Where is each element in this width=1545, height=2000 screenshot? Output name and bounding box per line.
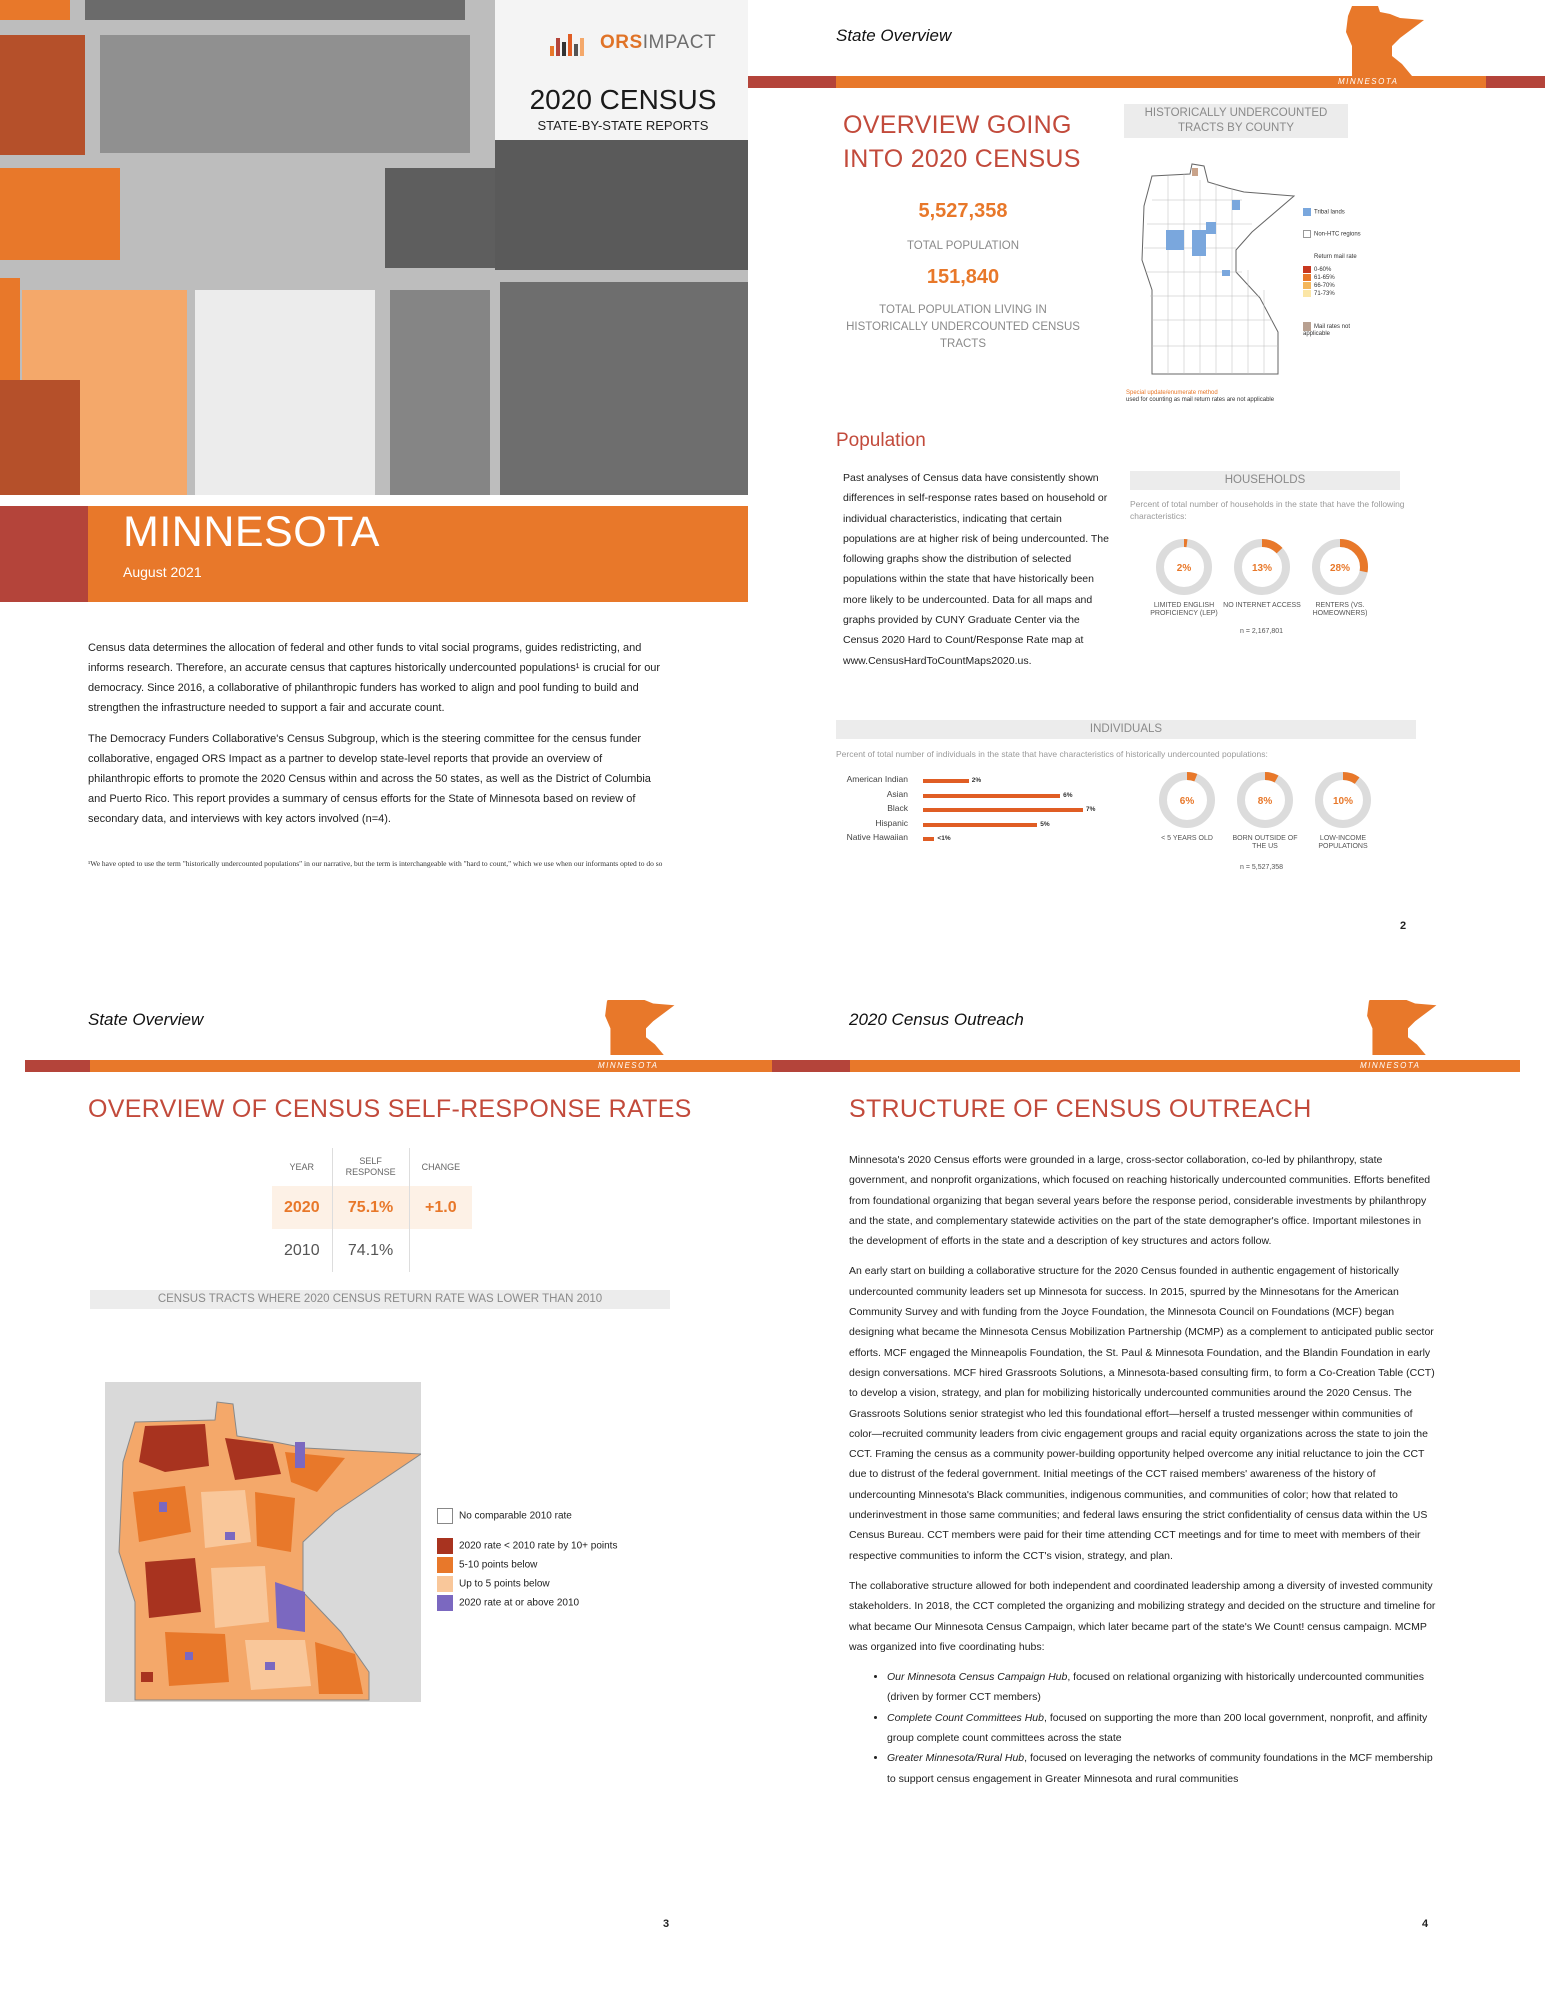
individual-donut-value: 8% [1257,796,1273,807]
individuals-n: n = 5,527,358 [1240,864,1284,871]
outreach-paragraph-3: The collaborative structure allowed for both independent and coordinated leadership among a diversity of invested community stakeholders. In 2018, the CCT completed the organizing and mobilizing strategy and decided on the structure and timeline for what became Our Minnesota Census Campaign, which later became part of the state's We Count! census campaign. MCMP was organized into five coordinating hubs: [849,1579,1436,1653]
header-state-label: MINNESOTA [1338,77,1399,86]
household-donut-value: 13% [1251,563,1273,574]
cover-footnote: ¹We have opted to use the term "historically undercounted populations" in our narrative, but the term is interchangeable with "hard to count," which we use when our informants opted to do so [88,859,663,868]
population-text: Past analyses of Census data have consistently shown differences in self-response rates based on household or individual characteristics, indicating that certain populations are at higher risk of being undercounted. The following graphs show the distribution of selected populations within the state that have historically been more likely to be undercounted. Data for all maps and graphs provided by CUNY Graduate Center via the Census 2020 Hard to Count/Response Rate map at www.CensusHardToCountMaps2020.us. [843,472,1109,667]
cover-paragraph-2: The Democracy Funders Collaborative's Census Subgroup, which is the steering committee for the census funder collaborative, engaged ORS Impact as a partner to develop state-level reports that provide an overview of philanthropic efforts to promote the 2020 Census within and across the 50 states, as well as the District of Columbia and Puerto Rico. This report provides a summary of census efforts for the State of Minnesota based on review of secondary data, and interviews with key actors involved (n=4). [88,733,651,825]
individual-donut-caption: LOW-INCOME POPULATIONS [1318,835,1368,850]
ors-logo-icon [550,34,586,56]
race-bar-value: 2% [971,777,982,784]
htc-legend-non-htc: Non-HTC regions [1303,230,1373,239]
cover-intro [88,638,663,840]
row-change [409,1229,472,1272]
row-change: +1.0 [409,1186,472,1229]
row-year: 2020 [272,1186,332,1229]
overview-title: OVERVIEW GOING INTO 2020 CENSUS [843,111,1081,173]
ors-logo-text: ORSIMPACT [600,32,717,53]
individual-donut [1156,769,1218,836]
header-bar-left [25,1060,90,1072]
individual-donut-caption: BORN OUTSIDE OF THE US [1232,835,1298,850]
header-bar-main [90,1060,772,1072]
row-year: 2010 [272,1229,332,1272]
cover-page [0,0,748,1000]
household-donut-caption: NO INTERNET ACCESS [1223,602,1301,609]
individual-donut [1312,769,1374,836]
col-year: YEAR [272,1148,332,1186]
household-donut [1231,536,1293,603]
cover-subtitle: STATE-BY-STATE REPORTS [537,118,709,133]
minnesota-state-icon [1360,1000,1440,1060]
cover-paragraph-1: Census data determines the allocation of federal and other funds to vital social programs, guides redistricting, and informs research. Therefore, an accurate census that captures historically undercounted populations¹ is crucial for our democracy. Since 2016, a collaborative of philanthropic funders has worked to align and pool funding to build and strengthen the infrastructure needed to support a fair and accurate count. [88,642,661,714]
household-donut-ring [1153,536,1215,598]
htc-legend-r2: 61-65% [1303,274,1335,282]
households-title: HOUSEHOLDS [1130,471,1400,490]
htc-tracts-map [1132,160,1302,378]
legend-item [437,1557,537,1573]
header-state-label: MINNESOTA [598,1061,659,1070]
legend-item [437,1576,550,1592]
hub-list [849,1667,1437,1789]
race-bar [923,808,1083,812]
individual-donut-value: 10% [1332,796,1354,807]
cover-state-name: MINNESOTA [123,508,380,556]
individual-donut-caption: < 5 YEARS OLD [1161,835,1213,842]
header-bar-left [748,76,836,88]
legend-label: No comparable 2010 rate [459,1510,572,1522]
legend-label: 2020 rate at or above 2010 [459,1597,580,1609]
list-item: • Greater Minnesota/Rural Hub, focused on leveraging the networks of community foundations in the MCF membership to support census engagement in Greater Minnesota and rural communities [887,1748,1437,1789]
row-rate: 75.1% [332,1186,409,1229]
household-donut [1309,536,1371,603]
race-bar-label: Asian [886,788,908,799]
legend-label: 5-10 points below [459,1559,538,1571]
minnesota-state-icon [1338,2,1428,78]
htc-legend-na: Mail rates not applicable [1303,322,1368,338]
outreach-paragraph-2: An early start on building a collaborative structure for the 2020 Census founded in authentic engagement of historically undercounted community leaders set up Minnesota for success. In 2015, spurred by the Minnesotans for the American Community Survey and with funding from the Joyce Foundation, the Minnesota Council on Foundations (MCF) began designing what became the Minnesota Census Mobilization Partnership (MCMP) as a complement to anticipated public sector efforts. MCF engaged the Minneapolis Foundation, the St. Paul & Minnesota Foundation, and the Blandin Foundation in early design conversations. MCF hired Grassroots Solutions, a Minnesota-based consulting firm, to form a Co-Creation Table (CCT) to develop a vision, strategy, and plan for mobilizing historically undercounted communities around the 2020 Census. The Grassroots Solutions senior strategist who led this foundational effort—herself a trusted messenger within communities of color—recruited community leaders from civic engagement groups and racial equity organizations across the state to join the CCT. Framing the census as a community power-building opportunity helped overcome any initial reluctance to join the CCT due to distrust of the federal government. Initial meetings of the CCT raised members' awareness of the history of undercounting Minnesota's Black communities, indigenous communities, and communities of color; how that related to underinvestment in those same communities; and federal laws ensuring the strict confidentiality of census data within the US Census Bureau. CCT members were paid for their time attending CCT meetings and for time to meet with members of their respective communities to inform the CCT's vision, strategy, and plan. [849,1265,1435,1562]
race-bar-label: American Indian [846,774,908,784]
individual-donut-ring [1234,769,1296,831]
households-note: Percent of total number of households in the state that have the following characteristics: [1130,499,1405,521]
self-response-page [0,1000,772,2000]
table-row [272,1229,472,1272]
race-bar-value: 5% [1040,820,1050,828]
race-bar-value: 6% [1063,791,1073,799]
self-response-title: OVERVIEW OF CENSUS SELF-RESPONSE RATES [88,1095,692,1123]
header-bar-left [772,1060,850,1072]
individual-donut-ring [1312,769,1374,831]
header-state-label: MINNESOTA [1360,1061,1421,1070]
total-population-label: TOTAL POPULATION [906,240,1020,252]
race-bar-value: 7% [1086,806,1096,813]
race-bar-value: <1% [937,835,951,842]
legend-item [437,1538,617,1554]
row-rate: 74.1% [332,1229,409,1272]
htc-legend-r4: 71-73% [1303,290,1335,298]
legend-item [437,1508,572,1524]
individuals-title: INDIVIDUALS [836,720,1416,739]
individuals-note: Percent of total number of individuals in the state that have characteristics of historically undercounted populations: [836,749,1268,759]
legend-label: 2020 rate < 2010 rate by 10+ points [459,1540,618,1552]
household-donut-caption: RENTERS (VS. HOMEOWNERS) [1312,602,1368,617]
page-header-title: State Overview [836,26,952,45]
legend-swatch [437,1576,453,1592]
legend-label: Up to 5 points below [459,1578,550,1590]
cover-date: August 2021 [123,564,202,580]
race-bar-label: Hispanic [875,817,908,828]
htc-map-title: HISTORICALLY UNDERCOUNTED TRACTS BY COUNTY [1124,104,1348,138]
individual-donut [1234,769,1296,836]
legend-swatch [437,1508,453,1524]
page-number: 4 [1422,1918,1429,1930]
legend-item [437,1595,579,1611]
individual-donut-ring [1156,769,1218,831]
legend-swatch [437,1595,453,1611]
household-donut [1153,536,1215,603]
household-donut-value: 28% [1329,563,1351,574]
census-outreach-page [772,1000,1545,2000]
state-overview-page [748,0,1545,1000]
race-bar [923,779,969,783]
legend-swatch [437,1538,453,1554]
list-item: • Our Minnesota Census Campaign Hub, focused on relational organizing with historically undercounted communities (driven by former CCT members) [887,1667,1437,1708]
household-donut-ring [1309,536,1371,598]
htc-legend-return-rate: Return mail rate [1314,254,1357,260]
household-donut-ring [1231,536,1293,598]
individual-donut-value: 6% [1179,796,1195,807]
race-bar-label: Native Hawaiian [846,832,908,842]
race-bar [923,823,1037,827]
htc-legend-tribal: Tribal lands [1303,208,1345,217]
households-n: n = 2,167,801 [1240,628,1284,635]
htc-population-label: TOTAL POPULATION LIVING IN HISTORICALLY UNDERCOUNTED CENSUS TRACTS [846,304,1080,350]
total-population-value: 5,527,358 [918,200,1008,222]
household-donut-caption: LIMITED ENGLISH PROFICIENCY (LEP) [1150,602,1218,617]
self-response-table [272,1148,472,1272]
outreach-paragraph-1: Minnesota's 2020 Census efforts were grounded in a large, cross-sector collaboration, co-led by philanthropy, state government, and nonprofit organizations, which focused on reaching historically undercounted communities. Efforts benefited from foundational organizing that began several years before the response period, considerable investments by philanthropy and the state, and complementary statewide activities on the part of the state demographer's office. Important milestones in the development of efforts in the state and a description of key structures and actors follow. [849,1154,1431,1248]
race-bar [923,794,1060,798]
htc-population-value: 151,840 [926,266,1000,288]
page-header-title: State Overview [88,1010,204,1029]
page-number: 2 [1400,920,1407,932]
col-self-response: SELF RESPONSE [332,1148,409,1186]
outreach-body [849,1150,1437,1789]
col-change: CHANGE [421,1161,461,1172]
return-rate-map [105,1382,421,1702]
htc-legend-r3: 66-70% [1303,282,1335,290]
htc-legend-r1: 0-60% [1303,266,1331,274]
minnesota-state-icon [598,1000,678,1060]
page-header-title: 2020 Census Outreach [849,1010,1024,1029]
table-row [272,1186,472,1229]
legend-swatch [437,1557,453,1573]
list-item: • Complete Count Committees Hub, focused on supporting the more than 200 local government, nonprofit, and affinity group complete count committees across the state [887,1708,1437,1749]
population-title: Population [836,430,926,451]
map-note-1: Special update/enumerate method [1126,390,1218,396]
map-note-2: used for counting as mail return rates are not applicable [1126,397,1275,403]
outreach-title: STRUCTURE OF CENSUS OUTREACH [849,1095,1312,1123]
race-bar [923,837,934,841]
return-rate-map-title: CENSUS TRACTS WHERE 2020 CENSUS RETURN RATE WAS LOWER THAN 2010 [90,1290,670,1309]
header-bar-right [1486,76,1545,88]
banner-red-block [0,506,88,602]
cover-title: 2020 CENSUS [529,84,717,115]
race-bar-label: Black [887,803,908,813]
household-donut-value: 2% [1176,563,1192,574]
page-number: 3 [663,1918,670,1930]
